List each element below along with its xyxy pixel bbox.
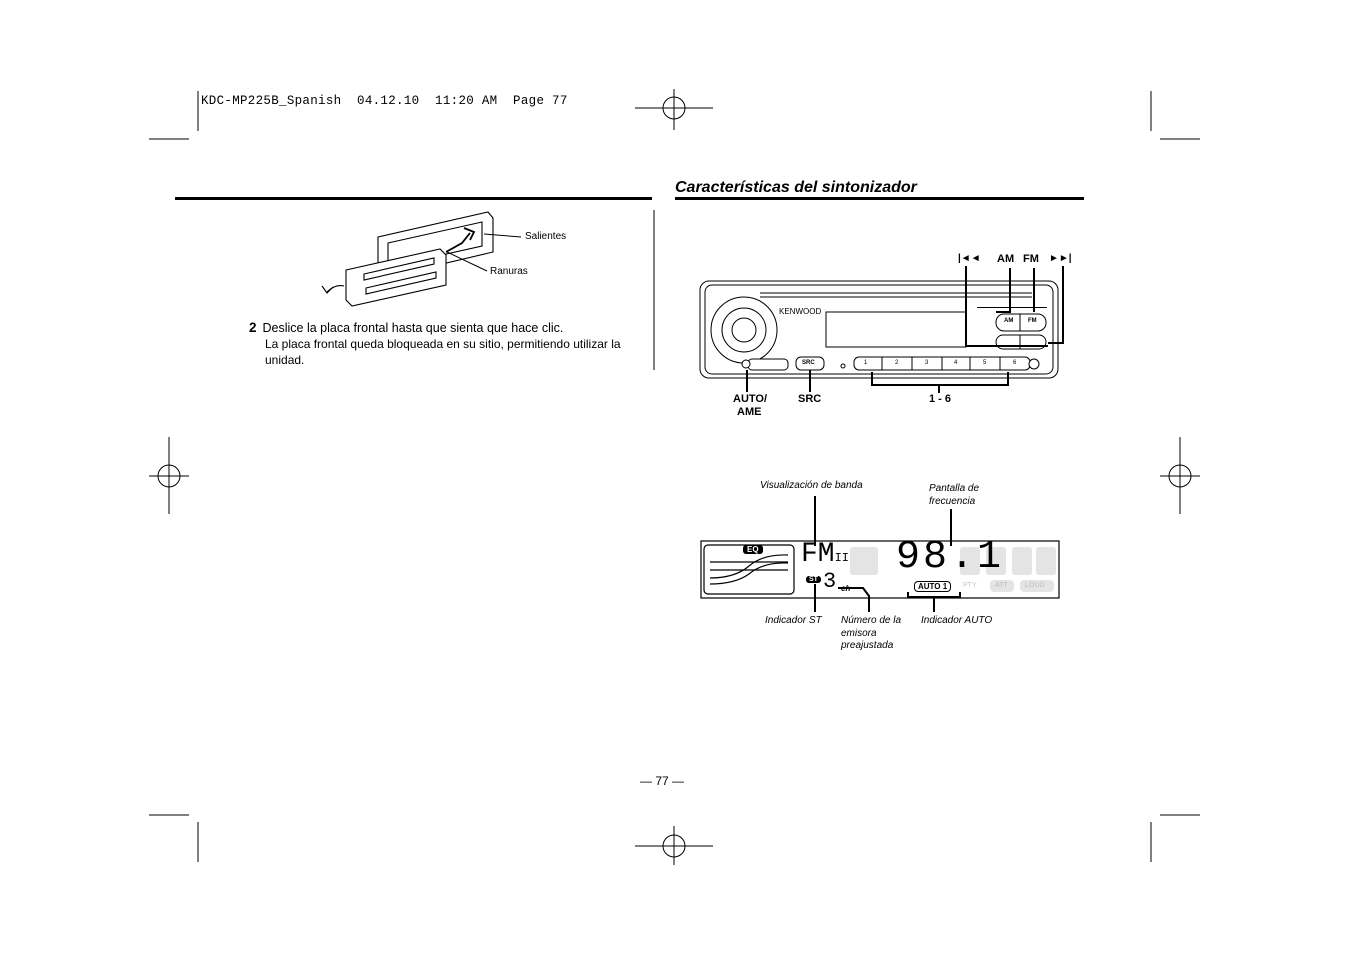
label-ame: AME <box>737 406 762 418</box>
indicator-loud: LOUD <box>1025 582 1045 589</box>
label-band-display: Visualización de banda <box>760 480 863 491</box>
label-src: SRC <box>798 393 822 405</box>
label-prev-seek: |◄◄ <box>958 253 981 264</box>
step-number: 2 <box>249 320 257 335</box>
btn-fm-text: FM <box>1028 318 1037 324</box>
eq-label: EQ <box>743 545 763 554</box>
label-fm: FM <box>1023 253 1039 265</box>
label-freq-display <box>929 483 979 508</box>
section-title: Características del sintonizador <box>675 179 917 196</box>
label-preset-station <box>841 615 901 653</box>
label-salientes: Salientes <box>525 231 567 242</box>
label-preset-line3: preajustada <box>841 640 894 651</box>
label-auto: AUTO/ <box>733 393 768 405</box>
preset-5: 5 <box>983 360 987 366</box>
indicator-att: ATT <box>995 582 1008 589</box>
preset-number: 3 <box>823 569 837 594</box>
label-freq-line2: frecuencia <box>929 495 976 507</box>
label-auto-indicator: Indicador AUTO <box>921 615 993 626</box>
label-freq-line1: Pantalla de <box>929 483 980 494</box>
label-preset-line1: Número de la <box>841 615 902 626</box>
step-description: La placa frontal queda bloqueada en su sitio, permitiendo utilizar la unidad. <box>265 337 621 367</box>
preset-2: 2 <box>895 360 899 366</box>
brand-logo: KENWOOD <box>779 307 822 316</box>
band-text: FM <box>801 539 835 570</box>
label-preset-line2: emisora <box>841 627 877 639</box>
preset-6: 6 <box>1013 360 1017 366</box>
label-next-seek: ►►| <box>1049 253 1072 264</box>
label-am: AM <box>997 253 1015 265</box>
page-number: — 77 — <box>640 774 685 788</box>
auto-badge: AUTO 1 <box>914 581 951 592</box>
indicator-pty: PTY <box>963 582 977 589</box>
step-instruction: Deslice la placa frontal hasta que sienta que hace clic. <box>262 321 564 335</box>
preset-unit: ch <box>841 584 851 593</box>
btn-src-text: SRC <box>802 360 815 366</box>
label-ranuras: Ranuras <box>490 266 528 277</box>
preset-1: 1 <box>864 360 868 366</box>
frequency-display: 98.1 <box>896 535 1005 580</box>
preset-3: 3 <box>925 360 929 366</box>
band-sub: II <box>834 551 850 565</box>
label-presets: 1 - 6 <box>929 393 952 405</box>
file-stamp: KDC-MP225B_Spanish 04.12.10 11:20 AM Page 77 <box>201 94 568 108</box>
btn-am-text: AM <box>1004 318 1014 324</box>
st-badge: ST <box>806 576 821 583</box>
label-st-indicator: Indicador ST <box>765 615 822 626</box>
preset-4: 4 <box>954 360 958 366</box>
